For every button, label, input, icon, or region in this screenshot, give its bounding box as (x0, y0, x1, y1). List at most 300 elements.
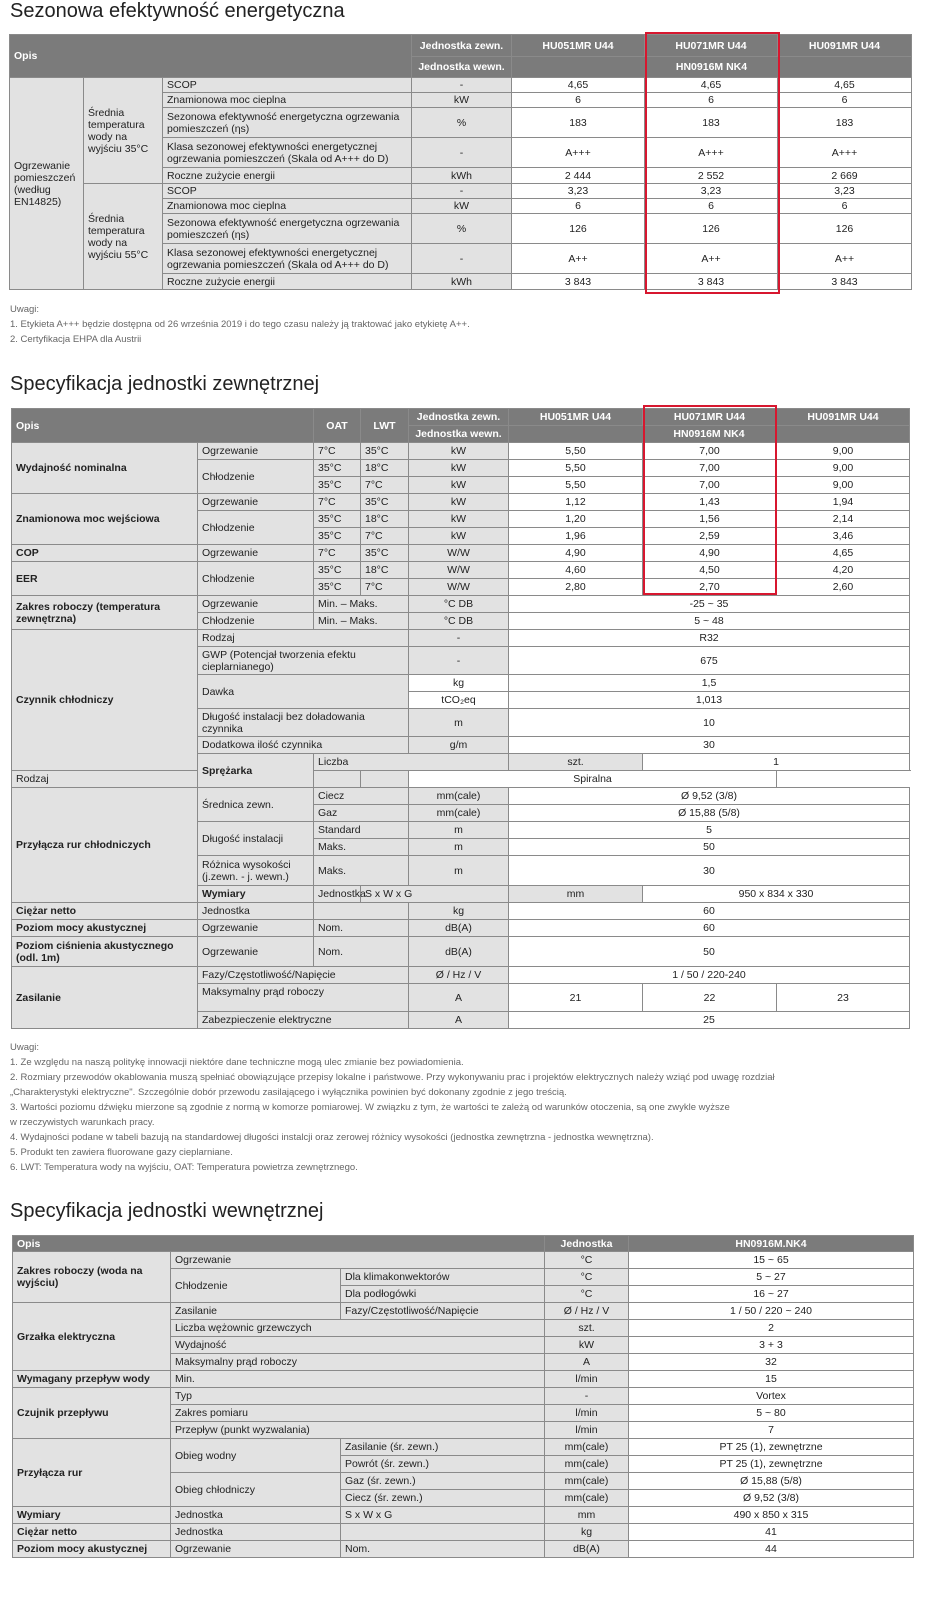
cell-unit: m (409, 856, 509, 886)
cell-minmax: Min. – Maks. (314, 613, 409, 630)
cell-value: 675 (509, 647, 910, 675)
cell-value: A++ (778, 244, 912, 274)
cell-value: 5,50 (509, 443, 643, 460)
cell-value: 32 (629, 1354, 914, 1371)
cell-lwt: 18°C (361, 511, 409, 528)
model-hu051: HU051MR U44 (512, 35, 645, 57)
cell-value: Ø 15,88 (5/8) (509, 805, 910, 822)
cell-unit: l/min (545, 1405, 629, 1422)
cell-unit: szt. (545, 1320, 629, 1337)
cell-value: 30 (509, 856, 910, 886)
cell-value: 4,60 (509, 562, 643, 579)
header-indoor-unit: Jednostka wewn. (409, 426, 509, 443)
cell-value: Ø 9,52 (3/8) (509, 788, 910, 805)
row-cop: COP (12, 545, 198, 562)
cell-value: 23 (777, 984, 910, 1012)
row-sublabel: Nom. (314, 937, 409, 967)
row-label: Roczne zużycie energii (163, 168, 412, 184)
cell-value: 60 (509, 920, 910, 937)
cell-value: 1,013 (509, 692, 910, 709)
mode-cooling: Chłodzenie (171, 1269, 341, 1303)
row-sublabel: S x W x G (361, 886, 509, 903)
header-opis: Opis (10, 35, 412, 78)
cell-value: 2,14 (777, 511, 910, 528)
cell-value: 9,00 (777, 443, 910, 460)
cell-unit: g/m (409, 737, 509, 754)
cell-value: 4,90 (509, 545, 643, 562)
cell-unit: A (409, 984, 509, 1012)
row-label: Liczba (314, 754, 509, 771)
cell-unit: m (409, 822, 509, 839)
cell-unit: °C (545, 1269, 629, 1286)
cell-value: 22 (643, 984, 777, 1012)
mode-heating: Ogrzewanie (171, 1541, 341, 1558)
cell-value: 4,65 (512, 78, 645, 93)
row-sublabel: Nom. (314, 920, 409, 937)
cell-value: A++ (512, 244, 645, 274)
row-label: Dawka (198, 675, 409, 709)
cell-value: 2,70 (643, 579, 777, 596)
cell-unit: W/W (409, 579, 509, 596)
row-operating-range: Zakres roboczy (woda na wyjściu) (13, 1252, 171, 1303)
model-hu051: HU051MR U44 (509, 409, 643, 426)
cell-value: 490 x 850 x 315 (629, 1507, 914, 1524)
cell-value: 5 ~ 48 (509, 613, 910, 630)
row-eer: EER (12, 562, 198, 596)
row-dimensions: Wymiary (198, 886, 314, 903)
cell-value: 50 (509, 839, 910, 856)
cell-unit: dB(A) (409, 937, 509, 967)
seasonal-efficiency-table (9, 34, 912, 290)
row-sublabel: Dla podłogówki (341, 1286, 545, 1303)
note-line: 4. Wydajności podane w tabeli bazują na standardowej długości instalcji oraz zerowej różnicy wysokości (jednostka zewnętrzna - jednostka wewnętrzna). (10, 1132, 654, 1143)
cell-value: 3 843 (778, 274, 912, 290)
cell-unit: A (409, 1012, 509, 1029)
cell-value: 1 / 50 / 220-240 (509, 967, 910, 984)
note-line: 6. LWT: Temperatura wody na wyjściu, OAT: Temperatura powietrza zewnętrznego. (10, 1162, 358, 1173)
cell-value: Ø 15,88 (5/8) (629, 1473, 914, 1490)
row-net-weight: Ciężar netto (13, 1524, 171, 1541)
mode-heating: Ogrzewanie (198, 545, 314, 562)
indoor-model: HN0916M NK4 (512, 57, 912, 78)
cell-value: 7 (629, 1422, 914, 1439)
row-label: Maksymalny prąd roboczy (198, 984, 409, 1012)
row-label: Sezonowa efektywność energetyczna ogrzewania pomieszczeń (ηs) (163, 108, 412, 138)
section-title-outdoor: Specyfikacja jednostki zewnętrznej (10, 373, 320, 395)
cell-lwt: 7°C (361, 528, 409, 545)
cell-unit: mm (545, 1507, 629, 1524)
cell-value: 6 (778, 93, 912, 108)
cell-value: 1,43 (643, 494, 777, 511)
row-operating-range: Zakres roboczy (temperatura zewnętrzna) (12, 596, 198, 630)
cell-value: 1,20 (509, 511, 643, 528)
cell-unit: dB(A) (409, 920, 509, 937)
cell-value: 50 (509, 937, 910, 967)
row-sound-pressure: Poziom ciśnienia akustycznego (odl. 1m) (12, 937, 198, 967)
indoor-model: HN0916M.NK4 (629, 1236, 914, 1252)
row-sublabel: Maks. (314, 839, 409, 856)
row-unit: - (412, 184, 512, 199)
cell-value: 9,00 (777, 460, 910, 477)
note-line: 5. Produkt ten zawiera fluorowane gazy cieplarniane. (10, 1147, 233, 1158)
row-label: Jednostka (171, 1507, 341, 1524)
header-oat: OAT (314, 409, 361, 443)
row-pipe-connections: Przyłącza rur chłodniczych (12, 788, 198, 903)
model-hu071: HU071MR U44 (643, 409, 777, 426)
row-sublabel: S x W x G (341, 1507, 545, 1524)
row-sublabel: Powrót (śr. zewn.) (341, 1456, 545, 1473)
cell-value: 3,23 (512, 184, 645, 199)
cell-unit: mm (509, 886, 643, 903)
row-label: Obieg wodny (171, 1439, 341, 1473)
cell-oat: 7°C (314, 494, 361, 511)
row-unit: - (412, 78, 512, 93)
cell-value: 1,5 (509, 675, 910, 692)
header-outdoor-unit: Jednostka zewn. (409, 409, 509, 426)
cell-value: 3 843 (645, 274, 778, 290)
row-label: Jednostka (171, 1524, 341, 1541)
header-indoor-unit: Jednostka wewn. (412, 57, 512, 78)
row-label: Zabezpieczenie elektryczne (198, 1012, 409, 1029)
cell-value: 2,59 (643, 528, 777, 545)
cell-oat: 35°C (314, 562, 361, 579)
row-label: GWP (Potencjał tworzenia efektu cieplarnianego) (198, 647, 409, 675)
cell-value: 5 ~ 80 (629, 1405, 914, 1422)
row-sublabel: Gaz (314, 805, 409, 822)
cell-unit: kW (409, 511, 509, 528)
row-sublabel: Zasilanie (śr. zewn.) (341, 1439, 545, 1456)
cell-unit: l/min (545, 1422, 629, 1439)
cell-unit: kW (409, 494, 509, 511)
cell-unit: kW (409, 528, 509, 545)
cell-value: 3,46 (777, 528, 910, 545)
note-line: 2. Rozmiary przewodów okablowania muszą spełniać obowiązujące przepisy lokalne i państwowe. Przy wykonywaniu prac i projektów elektrycznych należy wziąć pod uwagę rozdział (10, 1072, 775, 1083)
cell-lwt: 7°C (361, 477, 409, 494)
mode-cooling: Chłodzenie (198, 562, 314, 596)
header-opis: Opis (12, 409, 314, 443)
cell-unit: kW (409, 477, 509, 494)
cell-lwt: 35°C (361, 545, 409, 562)
cell-value: 7,00 (643, 443, 777, 460)
row-required-flow: Wymagany przepływ wody (13, 1371, 171, 1388)
mode-cooling: Chłodzenie (198, 511, 314, 545)
row-label: Zakres pomiaru (171, 1405, 545, 1422)
cell-value: 10 (509, 709, 910, 737)
row-sublabel: Standard (314, 822, 409, 839)
row-label: Rodzaj (198, 630, 409, 647)
cell-value: 3 + 3 (629, 1337, 914, 1354)
row-label: Liczba wężownic grzewczych (171, 1320, 545, 1337)
row-unit: % (412, 108, 512, 138)
subgroup-55c: Średnia temperatura wody na wyjściu 55°C (84, 184, 163, 290)
row-label: Różnica wysokości (j.zewn. - j. wewn.) (198, 856, 314, 886)
row-label: Jednostka (198, 903, 314, 920)
cell-value: 2,60 (777, 579, 910, 596)
cell-unit: szt. (509, 754, 643, 771)
cell-value: 4,65 (645, 78, 778, 93)
row-sublabel: Dla klimakonwektorów (341, 1269, 545, 1286)
cell-value: 2 669 (778, 168, 912, 184)
cell-unit: kW (545, 1337, 629, 1354)
cell-value: 3,23 (778, 184, 912, 199)
cell-unit: m (409, 839, 509, 856)
cell-unit (361, 771, 409, 788)
row-label: SCOP (163, 184, 412, 199)
cell-value: 183 (778, 108, 912, 138)
cell-value: 2,80 (509, 579, 643, 596)
cell-value: A+++ (512, 138, 645, 168)
cell-minmax: Min. – Maks. (314, 596, 409, 613)
cell-value: 4,20 (777, 562, 910, 579)
row-label: Dodatkowa ilość czynnika (198, 737, 409, 754)
row-sound-power: Poziom mocy akustycznej (13, 1541, 171, 1558)
indoor-unit-spec-table (12, 1235, 914, 1558)
notes-seasonal (10, 302, 470, 347)
group-space-heating: Ogrzewanie pomieszczeń (według EN14825) (10, 78, 84, 290)
cell-value: 7,00 (643, 477, 777, 494)
header-lwt: LWT (361, 409, 409, 443)
row-power-supply: Zasilanie (12, 967, 198, 1029)
cell-lwt: 18°C (361, 562, 409, 579)
cell-unit: °C DB (409, 613, 509, 630)
row-unit: kW (412, 199, 512, 214)
cell-value: -25 ~ 35 (509, 596, 910, 613)
row-label: Długość instalacji bez doładowania czynnika (198, 709, 409, 737)
row-refrigerant: Czynnik chłodniczy (12, 630, 198, 771)
cell-unit: mm(cale) (545, 1473, 629, 1490)
cell-unit: l/min (545, 1371, 629, 1388)
row-sublabel: Ciecz (śr. zewn.) (341, 1490, 545, 1507)
cell-unit: mm(cale) (545, 1439, 629, 1456)
cell-value: 30 (509, 737, 910, 754)
cell-value: 126 (778, 214, 912, 244)
row-label: SCOP (163, 78, 412, 93)
cell-unit: mm(cale) (409, 805, 509, 822)
row-unit: - (412, 138, 512, 168)
cell-value: 5 (509, 822, 910, 839)
mode-heating: Ogrzewanie (198, 443, 314, 460)
header-opis: Opis (13, 1236, 545, 1252)
cell-value: 25 (509, 1012, 910, 1029)
cell-value: A+++ (778, 138, 912, 168)
mode-heating: Ogrzewanie (198, 937, 314, 967)
cell-value: 44 (629, 1541, 914, 1558)
cell-value: 5 ~ 27 (629, 1269, 914, 1286)
cell-oat: 35°C (314, 528, 361, 545)
cell-value: 1,94 (777, 494, 910, 511)
cell-oat: 7°C (314, 443, 361, 460)
cell-value: PT 25 (1), zewnętrzne (629, 1456, 914, 1473)
row-sublabel: Ciecz (314, 788, 409, 805)
cell-unit: W/W (409, 545, 509, 562)
cell-value: 2 444 (512, 168, 645, 184)
cell-value: 4,65 (777, 545, 910, 562)
cell-value: 41 (629, 1524, 914, 1541)
row-label: Maksymalny prąd roboczy (171, 1354, 545, 1371)
row-label: Średnica zewn. (198, 788, 314, 822)
cell-oat: 7°C (314, 545, 361, 562)
row-dimensions: Wymiary (13, 1507, 171, 1524)
model-hu091: HU091MR U44 (777, 409, 910, 426)
row-label: Sezonowa efektywność energetyczna ogrzewania pomieszczeń (ηs) (163, 214, 412, 244)
cell-value: 126 (645, 214, 778, 244)
section-title-indoor: Specyfikacja jednostki wewnętrznej (10, 1200, 324, 1222)
cell-value: 60 (509, 903, 910, 920)
cell-unit: tCO₂eq (409, 692, 509, 709)
row-flow-sensor: Czujnik przepływu (13, 1388, 171, 1439)
cell-value: 6 (778, 199, 912, 214)
mode-heating: Ogrzewanie (198, 494, 314, 511)
row-label: Klasa sezonowej efektywności energetycznej ogrzewania pomieszczeń (Skala od A+++ do D) (163, 138, 412, 168)
cell-unit: Ø / Hz / V (545, 1303, 629, 1320)
note-line: 1. Etykieta A+++ będzie dostępna od 26 września 2019 i do tego czasu należy ją traktować jako etykietę A++. (10, 319, 470, 330)
indoor-model: HN0916M NK4 (509, 426, 910, 443)
cell-value: 3,23 (645, 184, 778, 199)
row-label: Zasilanie (171, 1303, 341, 1320)
cell-value: 2 552 (645, 168, 778, 184)
cell-value: A+++ (645, 138, 778, 168)
cell-unit: mm(cale) (409, 788, 509, 805)
cell-unit: A (545, 1354, 629, 1371)
cell-value: 7,00 (643, 460, 777, 477)
row-sound-power: Poziom mocy akustycznej (12, 920, 198, 937)
cell-unit: mm(cale) (545, 1490, 629, 1507)
cell-value: 183 (645, 108, 778, 138)
cell-unit: - (409, 630, 509, 647)
cell-oat: 35°C (314, 579, 361, 596)
row-label: Przepływ (punkt wyzwalania) (171, 1422, 545, 1439)
row-pipe-connections: Przyłącza rur (13, 1439, 171, 1507)
row-label: Rodzaj (12, 771, 361, 788)
row-nominal-capacity: Wydajność nominalna (12, 443, 198, 494)
cell-value: 9,00 (777, 477, 910, 494)
cell-value: 1,96 (509, 528, 643, 545)
cell-value: 6 (645, 199, 778, 214)
row-electric-heater: Grzałka elektryczna (13, 1303, 171, 1371)
cell-value: 4,65 (778, 78, 912, 93)
row-sublabel (314, 903, 409, 920)
row-label: Roczne zużycie energii (163, 274, 412, 290)
row-label: Znamionowa moc cieplna (163, 199, 412, 214)
cell-oat: 35°C (314, 477, 361, 494)
note-line: 2. Certyfikacja EHPA dla Austrii (10, 334, 142, 345)
note-line: 1. Ze względu na naszą politykę innowacji niektóre dane techniczne mogą ulec zmianie bez powiadomienia. (10, 1057, 464, 1068)
cell-value: 183 (512, 108, 645, 138)
cell-value: 126 (512, 214, 645, 244)
row-unit: kWh (412, 168, 512, 184)
cell-unit: kg (409, 903, 509, 920)
cell-unit: dB(A) (545, 1541, 629, 1558)
cell-value: 21 (509, 984, 643, 1012)
cell-value: 2 (629, 1320, 914, 1337)
section-title-seasonal: Sezonowa efektywność energetyczna (10, 0, 345, 22)
cell-value: Vortex (629, 1388, 914, 1405)
outdoor-unit-spec-table (11, 408, 910, 1029)
cell-unit: kW (409, 460, 509, 477)
row-net-weight: Ciężar netto (12, 903, 198, 920)
note-line: w rzeczywistych warunkach pracy. (10, 1117, 155, 1128)
row-sublabel: Maks. (314, 856, 409, 886)
row-unit: kW (412, 93, 512, 108)
cell-value: 4,90 (643, 545, 777, 562)
row-label: Znamionowa moc cieplna (163, 93, 412, 108)
row-sublabel: Fazy/Częstotliwość/Napięcie (341, 1303, 545, 1320)
row-sublabel: Gaz (śr. zewn.) (341, 1473, 545, 1490)
cell-unit: kg (409, 675, 509, 692)
notes-outdoor (10, 1040, 775, 1175)
mode-heating: Ogrzewanie (171, 1252, 545, 1269)
header-unit: Jednostka (545, 1236, 629, 1252)
row-label: Min. (171, 1371, 545, 1388)
cell-value: 6 (645, 93, 778, 108)
row-label: Obieg chłodniczy (171, 1473, 341, 1507)
row-label: Wydajność (171, 1337, 545, 1354)
model-hu071: HU071MR U44 (645, 35, 778, 57)
row-label: Typ (171, 1388, 545, 1405)
row-unit: - (412, 244, 512, 274)
cell-unit: - (409, 647, 509, 675)
cell-value: PT 25 (1), zewnętrzne (629, 1439, 914, 1456)
cell-value: 15 ~ 65 (629, 1252, 914, 1269)
cell-value: 3 843 (512, 274, 645, 290)
cell-oat: 35°C (314, 460, 361, 477)
row-label: Klasa sezonowej efektywności energetycznej ogrzewania pomieszczeń (Skala od A+++ do D) (163, 244, 412, 274)
cell-value: 950 x 834 x 330 (643, 886, 910, 903)
row-unit: kWh (412, 274, 512, 290)
cell-value: 4,50 (643, 562, 777, 579)
cell-value: Ø 9,52 (3/8) (629, 1490, 914, 1507)
cell-value: R32 (509, 630, 910, 647)
row-unit: % (412, 214, 512, 244)
cell-unit: °C (545, 1286, 629, 1303)
cell-unit: °C DB (409, 596, 509, 613)
cell-value: 6 (512, 199, 645, 214)
note-line: 3. Wartości poziomu dźwięku mierzone są zgodnie z normą w komorze pomiarowej. W związku z tym, że wartości te zależą od warunków otoczenia, są one zwykle wyższe (10, 1102, 730, 1113)
row-sublabel: Nom. (341, 1541, 545, 1558)
note-line: Uwagi: (10, 304, 40, 315)
cell-value: A++ (645, 244, 778, 274)
mode-cooling: Chłodzenie (198, 613, 314, 630)
cell-unit: m (409, 709, 509, 737)
cell-oat: 35°C (314, 511, 361, 528)
cell-value: 1,12 (509, 494, 643, 511)
cell-unit: W/W (409, 562, 509, 579)
cell-unit: kg (545, 1524, 629, 1541)
cell-unit: - (545, 1388, 629, 1405)
subgroup-35c: Średnia temperatura wody na wyjściu 35°C (84, 78, 163, 184)
note-line: „Charakterystyki elektryczne". Szczególnie dobór przewodu zasilającego i wyłącznika powinien być dokonany zgodnie z jego treścią. (10, 1087, 567, 1098)
row-label: Jednostka (314, 886, 361, 903)
cell-value: Spiralna (409, 771, 777, 788)
cell-unit: Ø / Hz / V (409, 967, 509, 984)
cell-lwt: 7°C (361, 579, 409, 596)
cell-unit: kW (409, 443, 509, 460)
cell-value: 16 ~ 27 (629, 1286, 914, 1303)
header-outdoor-unit: Jednostka zewn. (412, 35, 512, 57)
cell-unit: °C (545, 1252, 629, 1269)
row-label: Długość instalacji (198, 822, 314, 856)
cell-value: 6 (512, 93, 645, 108)
cell-value: 1 (643, 754, 910, 771)
row-sublabel (341, 1524, 545, 1541)
mode-heating: Ogrzewanie (198, 920, 314, 937)
note-line: Uwagi: (10, 1042, 40, 1053)
cell-lwt: 18°C (361, 460, 409, 477)
cell-value: 15 (629, 1371, 914, 1388)
model-hu091: HU091MR U44 (778, 35, 912, 57)
row-rated-input: Znamionowa moc wejściowa (12, 494, 198, 545)
cell-lwt: 35°C (361, 443, 409, 460)
